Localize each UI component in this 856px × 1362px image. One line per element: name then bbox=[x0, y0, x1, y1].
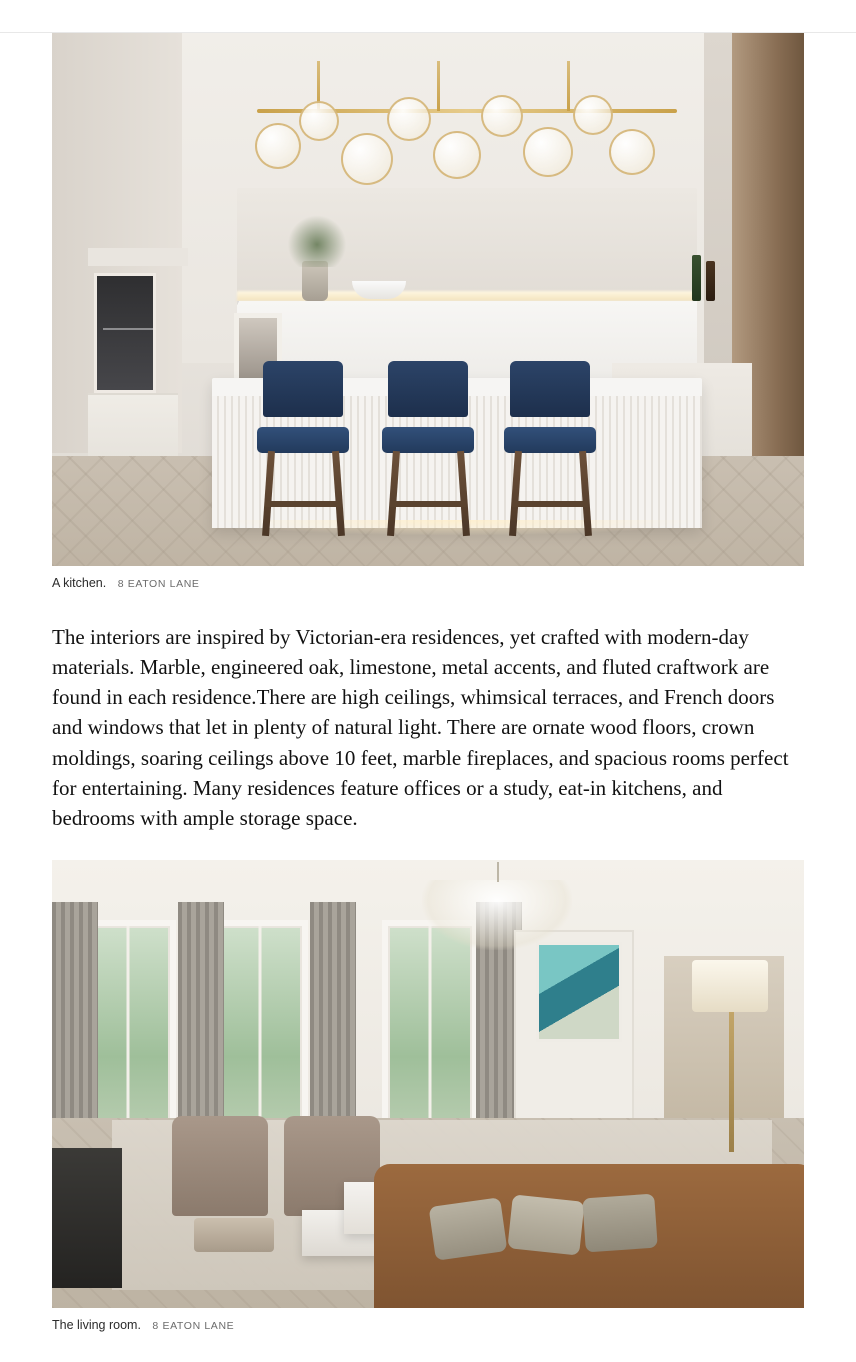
kitchen-bottle-2 bbox=[706, 261, 715, 301]
chandelier-stem bbox=[437, 61, 440, 111]
chandelier-glass-disc bbox=[255, 123, 301, 169]
chandelier-glass-disc bbox=[387, 97, 431, 141]
figure-living-room bbox=[0, 860, 856, 1334]
living-room-painting bbox=[536, 942, 622, 1042]
chandelier-stem bbox=[567, 61, 570, 111]
article-paragraph: The interiors are inspired by Victorian-era residences, yet crafted with modern-day materials. Marble, engineered oak, limestone, metal accents, and fluted craftwork are found in each residence.There are high ceilings, whimsical terraces, and French doors and windows that let in plenty of natural light. There are ornate wood floors, crown moldings, soaring ceilings above 10 feet, marble fireplaces, and spacious rooms perfect for entertaining. Many residences feature offices or a study, eat-in kitchens, and bedrooms with ample storage space. bbox=[52, 624, 789, 831]
living-room-caption bbox=[52, 1317, 804, 1334]
kitchen-image bbox=[52, 33, 804, 566]
kitchen-bottle-1 bbox=[692, 255, 701, 301]
stool-leg bbox=[262, 451, 275, 536]
kitchen-bar-stool bbox=[504, 361, 596, 536]
living-room-throw-pillow bbox=[582, 1194, 658, 1253]
chandelier-glass-disc bbox=[433, 131, 481, 179]
kitchen-caption bbox=[52, 575, 804, 592]
chandelier-glass-disc bbox=[609, 129, 655, 175]
living-room-floor-lamp-stem bbox=[729, 1012, 734, 1152]
living-room-throw-pillow bbox=[429, 1198, 508, 1261]
kitchen-vase bbox=[302, 261, 328, 301]
caption-credit: 8 EATON LANE bbox=[152, 1320, 235, 1333]
living-room-armchair bbox=[172, 1116, 268, 1216]
stool-footrest bbox=[390, 501, 466, 507]
stool-footrest bbox=[512, 501, 588, 507]
stool-backrest bbox=[510, 361, 590, 417]
kitchen-wall-oven bbox=[94, 273, 156, 393]
stool-leg bbox=[509, 451, 522, 536]
stool-leg bbox=[332, 451, 345, 536]
chandelier-glass-disc bbox=[341, 133, 393, 185]
kitchen-chandelier bbox=[237, 61, 697, 211]
living-room-ottoman bbox=[194, 1218, 274, 1252]
chandelier-glass-disc bbox=[523, 127, 573, 177]
figure-kitchen bbox=[0, 33, 856, 592]
caption-text: The living room. bbox=[52, 1318, 141, 1333]
stool-leg bbox=[457, 451, 470, 536]
caption-credit: 8 EATON LANE bbox=[117, 578, 200, 590]
living-room-bar-cart bbox=[52, 1148, 122, 1288]
stool-seat bbox=[382, 427, 474, 453]
living-room-chandelier bbox=[422, 880, 572, 950]
stool-backrest bbox=[388, 361, 468, 417]
living-room-floor-lamp-shade bbox=[692, 960, 768, 1012]
stool-backrest bbox=[263, 361, 343, 417]
kitchen-bar-stool bbox=[382, 361, 474, 536]
kitchen-upper-left-trim bbox=[88, 248, 188, 266]
stool-footrest bbox=[265, 501, 341, 507]
kitchen-olive-branch bbox=[284, 211, 350, 267]
stool-leg bbox=[387, 451, 400, 536]
chandelier-glass-disc bbox=[299, 101, 339, 141]
stool-leg bbox=[579, 451, 592, 536]
living-room-throw-pillow bbox=[507, 1195, 584, 1256]
chandelier-glass-disc bbox=[481, 95, 523, 137]
caption-text: A kitchen. bbox=[52, 576, 107, 590]
page-top-strip bbox=[0, 0, 856, 33]
article-body bbox=[0, 33, 856, 1334]
stool-seat bbox=[504, 427, 596, 453]
living-room-image bbox=[52, 860, 804, 1308]
kitchen-bar-stool bbox=[257, 361, 349, 536]
chandelier-glass-disc bbox=[573, 95, 613, 135]
stool-seat bbox=[257, 427, 349, 453]
living-room-window bbox=[382, 920, 478, 1150]
